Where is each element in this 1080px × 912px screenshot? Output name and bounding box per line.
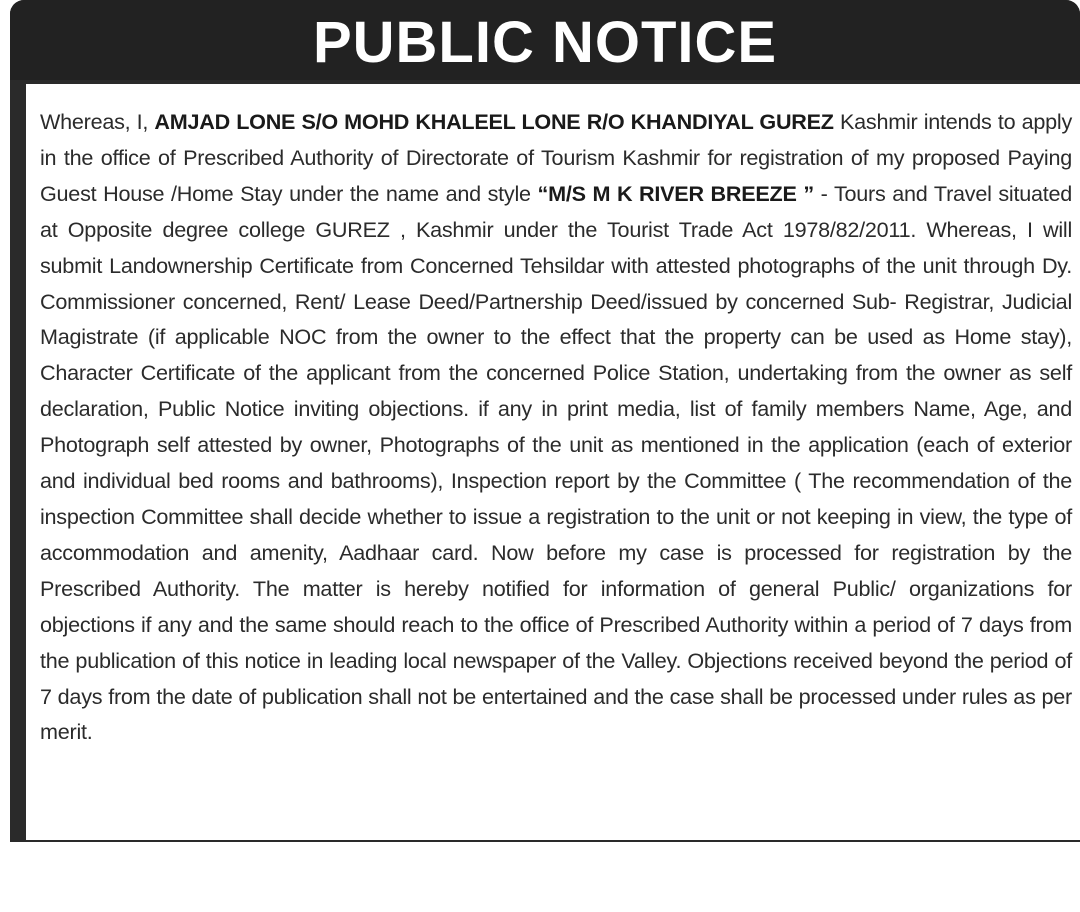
notice-header	[10, 0, 1080, 80]
public-notice	[10, 0, 1080, 842]
intro-text: Whereas, I,	[40, 109, 155, 134]
body-text-1: Kashmir intends to apply in the office of Prescribed Authority of Directorate of Tourism Kashmir for registration of my proposed Paying Guest House /Home Stay under the name and style	[40, 109, 1072, 206]
notice-title: PUBLIC NOTICE	[312, 10, 778, 75]
notice-body	[26, 84, 1080, 840]
body-text-2: - Tours and Travel situated at Opposite degree college GUREZ , Kashmir under the Tourist Trade Act 1978/82/2011. Whereas, I will submit Landownership Certificate from Concerned Tehsildar with attested photographs of the unit through Dy. Commissioner concerned, Rent/ Lease Deed/Partnership Deed/issued by concerned Sub- Registrar, Judicial Magistrate (if applicable NOC from the owner to the effect that the property can be used as Home stay), Character Certificate of the applicant from the concerned Police Station, undertaking from the owner as self declaration, Public Notice inviting objections. if any in print media, list of family members Name, Age, and Photograph self attested by owner, Photographs of the unit as mentioned in the application (each of exterior and individual bed rooms and bathrooms), Inspection report by the Committee ( The recommendation of the inspection Committee shall decide whether to issue a registration to the unit or not keeping in view, the type of accommodation and amenity, Aadhaar card. Now before my case is processed for registration by the Prescribed Authority. The matter is hereby notified for information of general Public/ organizations for objections if any and the same should reach to the office of Prescribed Authority within a period of 7 days from the publication of this notice in leading local newspaper of the Valley. Objections received beyond the period of 7 days from the date of publication shall not be entertained and the case shall be processed under rules as per merit.	[40, 180, 1072, 745]
notice-paragraph	[40, 104, 1072, 750]
business-name: “M/S M K RIVER BREEZE ”	[537, 180, 814, 206]
applicant-name: AMJAD LONE S/O MOHD KHALEEL LONE R/O KHANDIYAL GUREZ	[154, 109, 834, 134]
